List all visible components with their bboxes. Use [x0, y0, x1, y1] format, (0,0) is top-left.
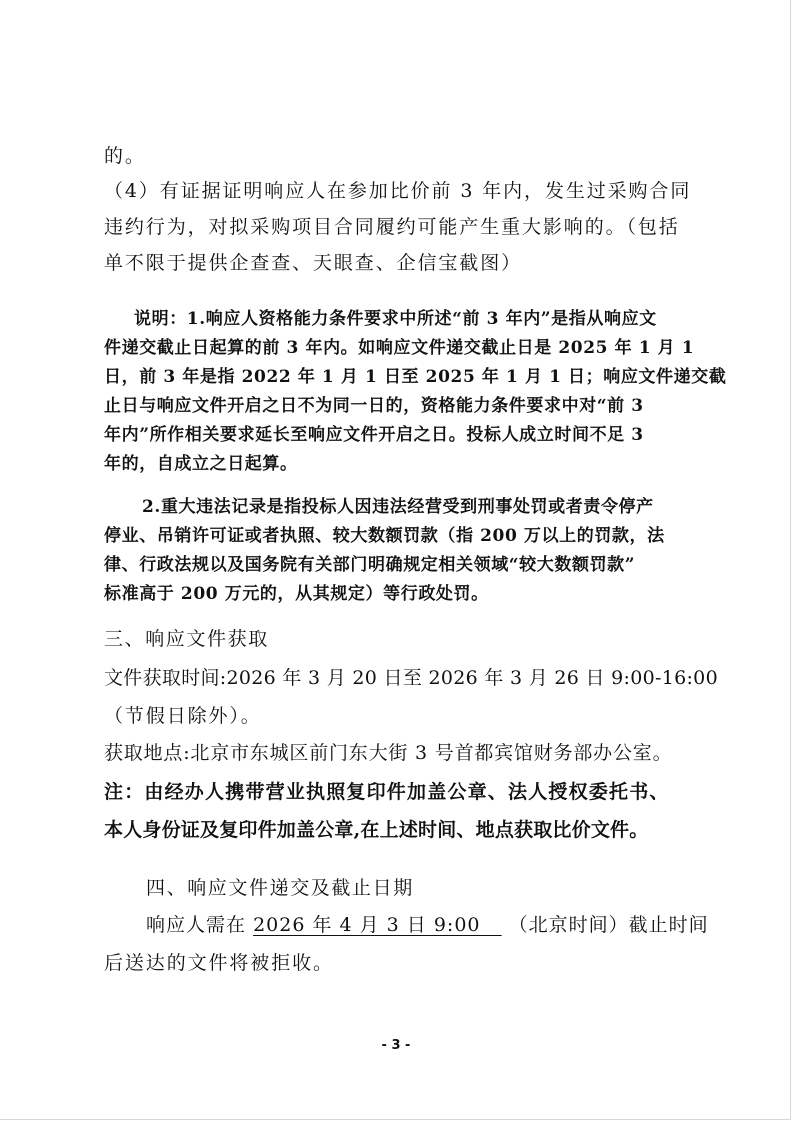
body-line-1: 的。 [104, 145, 146, 167]
section-3-notice-line-1: 注：由经办人携带营业执照复印件加盖公章、法人授权委托书、 [104, 781, 670, 803]
section-3-time-line-2: （节假日除外）。 [104, 705, 262, 727]
section-4-deadline-line [104, 913, 709, 937]
section-3-heading: 三、响应文件获取 [104, 628, 269, 650]
note-1-line-3: 日，前 3 年是指 2022 年 1 月 1 日至 2025 年 1 月 1 日；响应文件递交截 [104, 367, 727, 387]
page-number: - 3 - [381, 1038, 411, 1053]
deadline-value: 2026 年 4 月 3 日 9:00 [253, 914, 481, 936]
section-3-notice-line-2: 本人身份证及复印件加盖公章,在上述时间、地点获取比价文件。 [104, 819, 649, 841]
deadline-suffix: （北京时间）截止时间 [508, 914, 709, 936]
note-2-line-2: 停业、吊销许可证或者执照、较大数额罚款（指 200 万以上的罚款，法 [104, 526, 665, 546]
deadline-prefix: 响应人需在 [146, 914, 247, 936]
note-1-line-2: 件递交截止日起算的前 3 年内。如响应文件递交截止日是 2025 年 1 月 1 [104, 338, 695, 358]
note-2-line-1: 2.重大违法记录是指投标人因违法经营受到刑事处罚或者责令停产 [142, 497, 654, 517]
note-1-line-5: 年内”所作相关要求延长至响应文件开启之日。投标人成立时间不足 3 [104, 425, 644, 445]
note-2-line-3: 律、行政法规以及国务院有关部门明确规定相关领域“较大数额罚款” [104, 555, 636, 575]
section-3-location: 获取地点:北京市东城区前门东大街 3 号首都宾馆财务部办公室。 [104, 742, 673, 764]
item-4-line-3: 单不限于提供企查查、天眼查、企信宝截图） [104, 252, 523, 274]
note-1-line-4: 止日与响应文件开启之日不为同一日的，资格能力条件要求中对“前 3 [104, 396, 644, 416]
deadline-underline-gap [481, 914, 502, 936]
note-2-line-4: 标准高于 200 万元的，从其规定）等行政处罚。 [104, 584, 489, 604]
section-4-line-2: 后送达的文件将被拒收。 [104, 952, 334, 974]
section-4-heading: 四、响应文件递交及截止日期 [146, 877, 414, 899]
note-1-line-6: 年的，自成立之日起算。 [104, 454, 298, 474]
item-4-line-2: 违约行为，对拟采购项目合同履约可能产生重大影响的。（包括 [104, 216, 680, 238]
note-1-line-1: 说明：1.响应人资格能力条件要求中所述“前 3 年内”是指从响应文 [134, 309, 657, 329]
item-4-line-1: （4）有证据证明响应人在参加比价前 3 年内，发生过采购合同 [104, 180, 692, 202]
section-3-time-line-1: 文件获取时间:2026 年 3 月 20 日至 2026 年 3 月 26 日 9:00-16:00 [104, 667, 718, 689]
